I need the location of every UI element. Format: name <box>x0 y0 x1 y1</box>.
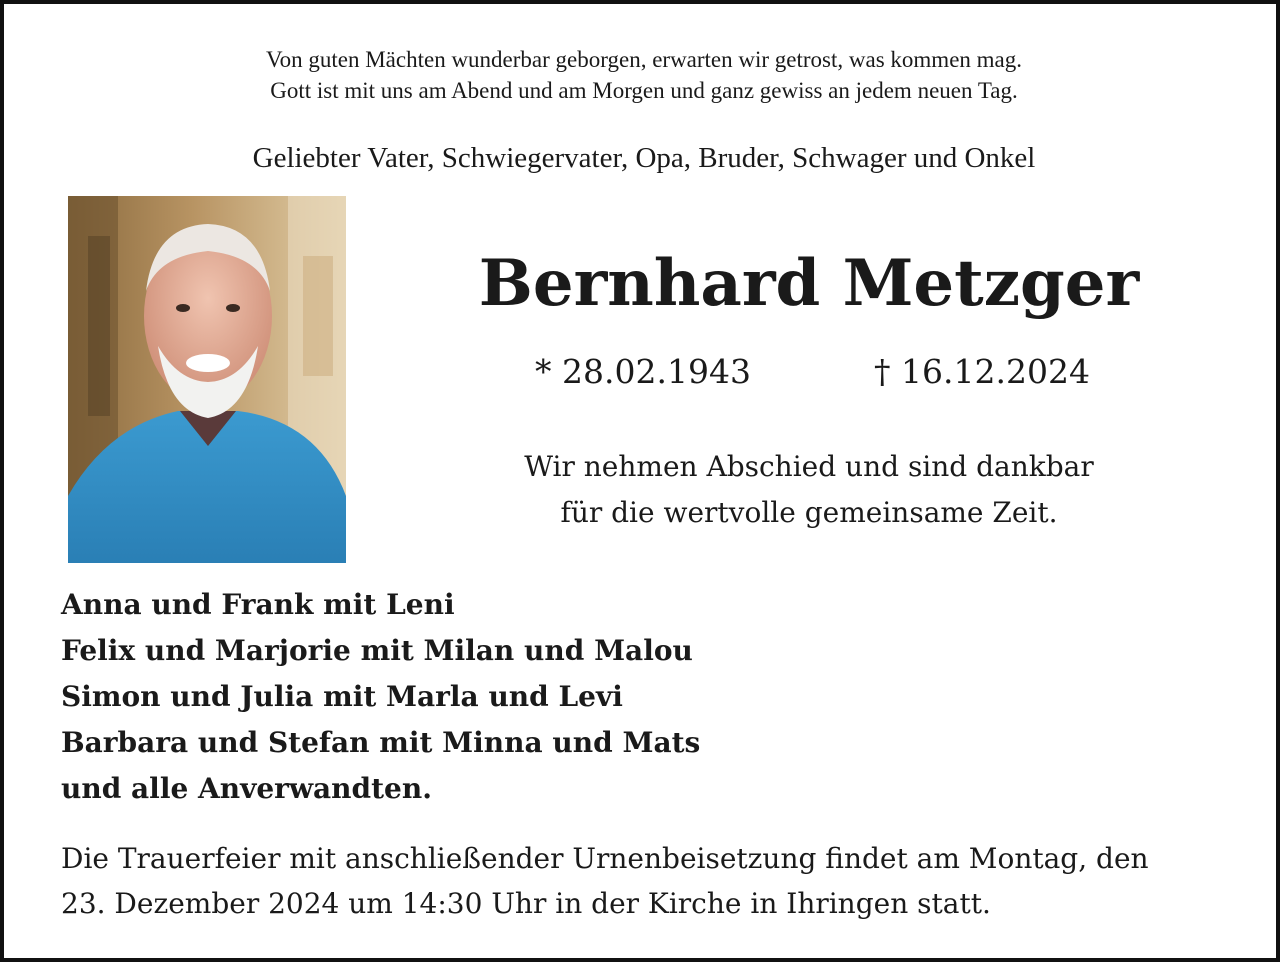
service-line-2: 23. Dezember 2024 um 14:30 Uhr in der Kirche in Ihringen statt. <box>61 887 991 920</box>
deceased-name: Bernhard Metzger <box>478 246 1140 321</box>
relation-line: Geliebter Vater, Schwiegervater, Opa, Bruder, Schwager und Onkel <box>252 142 1036 174</box>
farewell-line-1: Wir nehmen Abschied und sind dankbar <box>524 450 1094 483</box>
farewell-text <box>464 444 1154 536</box>
mourner-line: Simon und Julia mit Marla und Levi <box>61 680 623 713</box>
birth-date: * 28.02.1943 <box>535 352 751 391</box>
mourners-list <box>61 582 861 812</box>
mourner-line: Barbara und Stefan mit Minna und Mats <box>61 726 701 759</box>
mourner-line: Anna und Frank mit Leni <box>61 588 455 621</box>
service-line-1: Die Trauerfeier mit anschließender Urnenbeisetzung findet am Montag, den <box>61 842 1149 875</box>
mourner-line: und alle Anverwandten. <box>61 772 432 805</box>
funeral-service-info <box>61 836 1241 926</box>
death-date: † 16.12.2024 <box>874 352 1090 391</box>
quote-line-2: Gott ist mit uns am Abend und am Morgen und ganz gewiss an jedem neuen Tag. <box>270 78 1018 103</box>
bonhoeffer-quote <box>4 44 1280 106</box>
quote-line-1: Von guten Mächten wunderbar geborgen, erwarten wir getrost, was kommen mag. <box>265 47 1023 72</box>
portrait-photo <box>68 196 346 563</box>
farewell-line-2: für die wertvolle gemeinsame Zeit. <box>560 496 1058 529</box>
mourner-line: Felix und Marjorie mit Milan und Malou <box>61 634 693 667</box>
